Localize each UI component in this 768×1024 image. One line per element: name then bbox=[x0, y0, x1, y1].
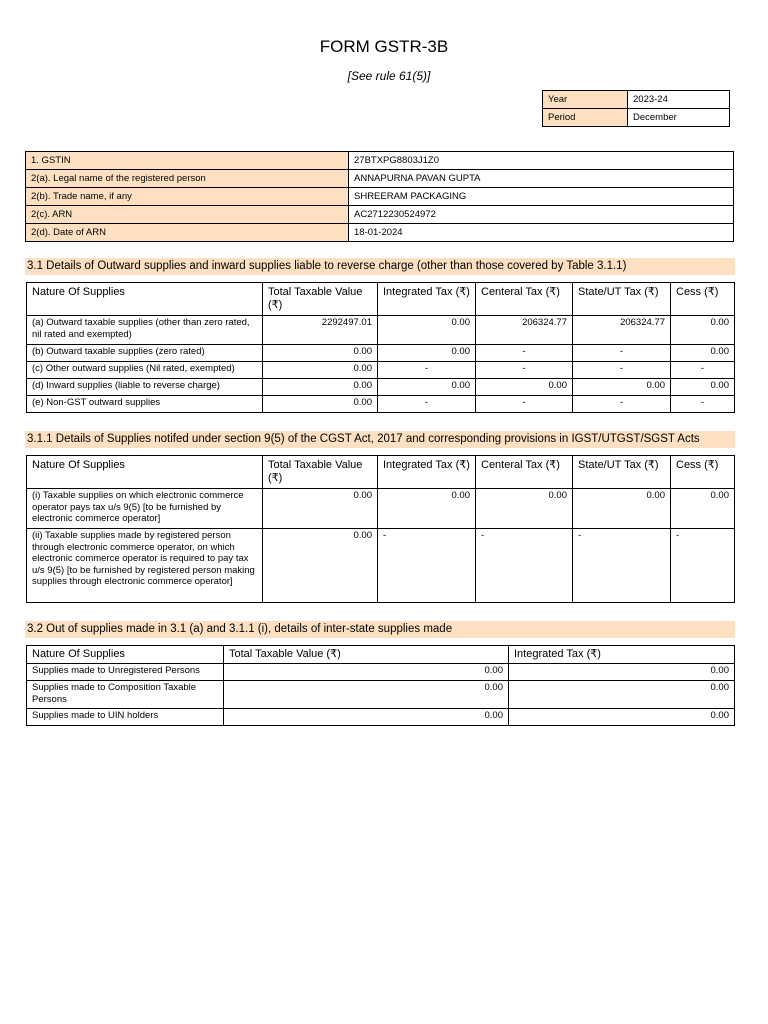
column-header: Total Taxable Value (₹) bbox=[263, 456, 378, 489]
cell-state-tax: - bbox=[573, 396, 671, 413]
year-value: 2023-24 bbox=[628, 91, 730, 109]
column-header: Total Taxable Value (₹) bbox=[263, 283, 378, 316]
cell-taxable-value: 0.00 bbox=[263, 396, 378, 413]
row-label: (a) Outward taxable supplies (other than zero rated, nil rated and exempted) bbox=[27, 316, 263, 345]
cell-central-tax: - bbox=[476, 345, 573, 362]
info-value: ANNAPURNA PAVAN GUPTA bbox=[349, 170, 734, 188]
row-label: Supplies made to Unregistered Persons bbox=[27, 664, 224, 681]
cell-state-tax: 0.00 bbox=[573, 379, 671, 396]
info-label: 2(c). ARN bbox=[26, 206, 349, 224]
cell-state-tax: - bbox=[573, 345, 671, 362]
cell-taxable-value: 0.00 bbox=[224, 709, 509, 726]
page-title: FORM GSTR-3B bbox=[319, 37, 449, 56]
row-label: Supplies made to Composition Taxable Persons bbox=[27, 681, 224, 709]
cell-cess: 0.00 bbox=[671, 379, 735, 396]
column-header: Integrated Tax (₹) bbox=[509, 646, 735, 664]
cell-central-tax: 0.00 bbox=[476, 489, 573, 529]
ecommerce-supplies-table bbox=[26, 455, 735, 603]
column-header: Integrated Tax (₹) bbox=[378, 283, 476, 316]
outward-supplies-table bbox=[26, 282, 735, 413]
cell-integrated-tax: 0.00 bbox=[378, 379, 476, 396]
year-label: Year bbox=[543, 91, 628, 109]
table-row bbox=[27, 345, 735, 362]
info-label: 2(b). Trade name, if any bbox=[26, 188, 349, 206]
table-header-row bbox=[27, 646, 735, 664]
period-label: Period bbox=[543, 109, 628, 127]
column-header: Integrated Tax (₹) bbox=[378, 456, 476, 489]
cell-integrated-tax: 0.00 bbox=[509, 681, 735, 709]
column-header: Centeral Tax (₹) bbox=[476, 283, 573, 316]
cell-state-tax: 0.00 bbox=[573, 489, 671, 529]
cell-taxable-value: 0.00 bbox=[224, 664, 509, 681]
row-label: (ii) Taxable supplies made by registered person through electronic commerce operator, on which electronic commerce operator is required to pay tax u/s 9(5) [to be furnished by registered person making supplies through electronic commerce operator] bbox=[27, 529, 263, 603]
column-header: Cess (₹) bbox=[671, 456, 735, 489]
column-header: Nature Of Supplies bbox=[27, 456, 263, 489]
cell-cess: - bbox=[671, 362, 735, 379]
cell-cess: 0.00 bbox=[671, 489, 735, 529]
cell-state-tax: 206324.77 bbox=[573, 316, 671, 345]
cell-integrated-tax: - bbox=[378, 362, 476, 379]
column-header: Nature Of Supplies bbox=[27, 283, 263, 316]
cell-integrated-tax: 0.00 bbox=[378, 316, 476, 345]
table-header-row bbox=[27, 456, 735, 489]
cell-cess: 0.00 bbox=[671, 345, 735, 362]
info-label: 1. GSTIN bbox=[26, 152, 349, 170]
period-box bbox=[542, 90, 730, 127]
row-label: (i) Taxable supplies on which electronic commerce operator pays tax u/s 9(5) [to be furnished by electronic commerce operator] bbox=[27, 489, 263, 529]
column-header: State/UT Tax (₹) bbox=[573, 283, 671, 316]
inter-state-supplies-table bbox=[26, 645, 735, 726]
info-row bbox=[26, 224, 734, 242]
cell-taxable-value: 0.00 bbox=[224, 681, 509, 709]
table-row bbox=[27, 681, 735, 709]
cell-integrated-tax: - bbox=[378, 396, 476, 413]
column-header: Cess (₹) bbox=[671, 283, 735, 316]
info-label: 2(a). Legal name of the registered person bbox=[26, 170, 349, 188]
info-value: AC2712230524972 bbox=[349, 206, 734, 224]
column-header: State/UT Tax (₹) bbox=[573, 456, 671, 489]
table-row bbox=[27, 379, 735, 396]
cell-central-tax: 0.00 bbox=[476, 379, 573, 396]
cell-integrated-tax: 0.00 bbox=[378, 489, 476, 529]
table-row bbox=[27, 709, 735, 726]
cell-central-tax: - bbox=[476, 396, 573, 413]
row-label: (e) Non-GST outward supplies bbox=[27, 396, 263, 413]
column-header: Nature Of Supplies bbox=[27, 646, 224, 664]
cell-central-tax: - bbox=[476, 529, 573, 603]
info-row bbox=[26, 152, 734, 170]
cell-taxable-value: 0.00 bbox=[263, 529, 378, 603]
cell-central-tax: - bbox=[476, 362, 573, 379]
cell-cess: - bbox=[671, 396, 735, 413]
info-label: 2(d). Date of ARN bbox=[26, 224, 349, 242]
column-header: Total Taxable Value (₹) bbox=[224, 646, 509, 664]
row-label: (d) Inward supplies (liable to reverse charge) bbox=[27, 379, 263, 396]
cell-taxable-value: 0.00 bbox=[263, 379, 378, 396]
cell-cess: - bbox=[671, 529, 735, 603]
taxpayer-info-table bbox=[25, 151, 734, 242]
info-row bbox=[26, 170, 734, 188]
cell-taxable-value: 0.00 bbox=[263, 345, 378, 362]
column-header: Centeral Tax (₹) bbox=[476, 456, 573, 489]
cell-state-tax: - bbox=[573, 362, 671, 379]
cell-integrated-tax: 0.00 bbox=[509, 664, 735, 681]
table-row bbox=[27, 316, 735, 345]
cell-central-tax: 206324.77 bbox=[476, 316, 573, 345]
info-value: SHREERAM PACKAGING bbox=[349, 188, 734, 206]
page-subtitle: [See rule 61(5)] bbox=[347, 69, 431, 83]
cell-integrated-tax: 0.00 bbox=[378, 345, 476, 362]
cell-taxable-value: 2292497.01 bbox=[263, 316, 378, 345]
row-label: (c) Other outward supplies (Nil rated, exempted) bbox=[27, 362, 263, 379]
cell-cess: 0.00 bbox=[671, 316, 735, 345]
section-3-2-title: 3.2 Out of supplies made in 3.1 (a) and 3.1.1 (i), details of inter-state supplies made bbox=[25, 621, 735, 638]
cell-taxable-value: 0.00 bbox=[263, 362, 378, 379]
info-row bbox=[26, 188, 734, 206]
table-row bbox=[27, 396, 735, 413]
row-label: (b) Outward taxable supplies (zero rated) bbox=[27, 345, 263, 362]
info-value: 18-01-2024 bbox=[349, 224, 734, 242]
cell-integrated-tax: 0.00 bbox=[509, 709, 735, 726]
period-value: December bbox=[628, 109, 730, 127]
info-value: 27BTXPG8803J1Z0 bbox=[349, 152, 734, 170]
year-row bbox=[543, 91, 730, 109]
section-3-1-title: 3.1 Details of Outward supplies and inward supplies liable to reverse charge (other than those covered by Table 3.1.1) bbox=[25, 258, 735, 275]
table-row bbox=[27, 529, 735, 603]
cell-integrated-tax: - bbox=[378, 529, 476, 603]
table-row bbox=[27, 489, 735, 529]
period-row bbox=[543, 109, 730, 127]
table-row bbox=[27, 664, 735, 681]
section-3-1-1-title: 3.1.1 Details of Supplies notifed under section 9(5) of the CGST Act, 2017 and corresponding provisions in IGST/UTGST/SGST Acts bbox=[25, 431, 735, 448]
info-row bbox=[26, 206, 734, 224]
table-header-row bbox=[27, 283, 735, 316]
row-label: Supplies made to UIN holders bbox=[27, 709, 224, 726]
cell-taxable-value: 0.00 bbox=[263, 489, 378, 529]
table-row bbox=[27, 362, 735, 379]
cell-state-tax: - bbox=[573, 529, 671, 603]
